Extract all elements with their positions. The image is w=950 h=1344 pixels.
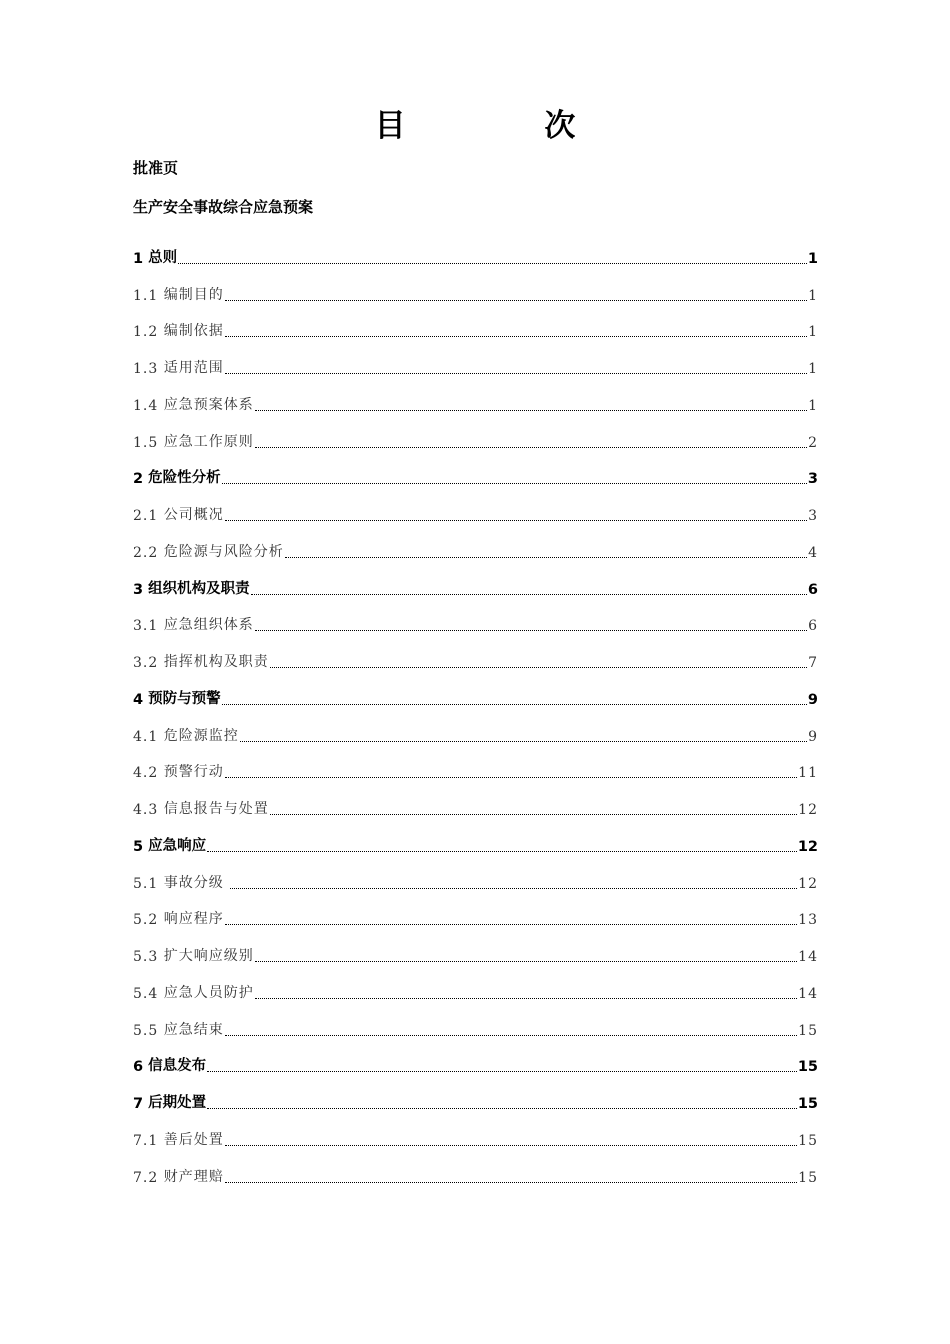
dot-leader: [270, 813, 797, 815]
toc-section-entry[interactable]: [133, 710, 818, 747]
dot-leader: [225, 1144, 797, 1146]
page-title: 目 次: [374, 108, 640, 144]
toc-entry-page-number: 1: [808, 324, 818, 341]
toc-entry-number: 2.1: [133, 508, 164, 524]
toc-entry-number: 3: [133, 581, 149, 598]
toc-entry-page-number: 12: [798, 875, 818, 892]
toc-entry-label: 应急结束: [163, 1021, 224, 1038]
dot-leader: [178, 262, 807, 264]
toc-entry-label: 预警行动: [163, 764, 224, 781]
toc-entry-page-number: 14: [798, 949, 818, 965]
toc-section-entry[interactable]: [133, 416, 818, 453]
toc-entry-label: 编制目的: [163, 286, 224, 303]
toc-entry-page-number: 15: [797, 1096, 818, 1112]
toc-entry-page-number: 3: [807, 471, 818, 488]
toc-entry-label: 后期处置: [148, 1095, 207, 1111]
dot-leader: [285, 556, 807, 558]
toc-section-entry[interactable]: [133, 1114, 818, 1151]
toc-entry-label: 公司概况: [163, 507, 224, 523]
toc-section-entry[interactable]: [133, 930, 818, 967]
toc-entry-number: 5.1: [133, 875, 164, 892]
dot-leader: [225, 519, 807, 521]
toc-entry-number: 5.2: [133, 912, 164, 929]
approval-page-heading: 批准页: [133, 159, 179, 177]
toc-entry-label: 应急预案体系: [163, 396, 254, 413]
dot-leader: [207, 850, 797, 852]
toc-entry-label: 应急工作原则: [163, 433, 254, 450]
toc-entry-label: 响应程序: [163, 911, 224, 928]
toc-entry-page-number: 6: [808, 618, 818, 635]
toc-entry-number: 7.1: [133, 1132, 164, 1149]
toc-entry-number: 1: [133, 250, 149, 267]
toc-entry-label: 应急组织体系: [163, 617, 254, 634]
toc-entry-page-number: 1: [808, 287, 818, 304]
toc-entry-number: 5.5: [133, 1022, 164, 1039]
toc-entry-page-number: 11: [798, 765, 818, 782]
toc-entry-number: 3.1: [133, 618, 164, 635]
toc-chapter-entry[interactable]: [133, 1077, 818, 1114]
toc-entry-label: 信息发布: [148, 1058, 207, 1075]
toc-entry-page-number: 12: [798, 802, 818, 818]
toc-entry-label: 危险性分析: [148, 470, 221, 487]
toc-section-entry[interactable]: [133, 600, 818, 637]
dot-leader: [222, 482, 807, 484]
dot-leader: [225, 776, 797, 778]
toc-entry-label: 指挥机构及职责: [163, 654, 269, 670]
toc-entry-number: 6: [133, 1059, 149, 1076]
toc-section-entry[interactable]: [133, 1151, 818, 1188]
toc-entry-page-number: 9: [808, 728, 818, 745]
toc-section-entry[interactable]: [133, 526, 818, 563]
toc-chapter-entry[interactable]: [133, 673, 818, 710]
toc-entry-label: 信息报告与处置: [163, 801, 269, 817]
toc-chapter-entry[interactable]: [133, 820, 818, 857]
toc-entry-label: 财产理赔: [163, 1168, 224, 1185]
toc-entry-page-number: 2: [808, 434, 818, 451]
toc-entry-label: 预防与预警: [148, 690, 221, 707]
dot-leader: [255, 960, 797, 962]
toc-entry-label: 应急人员防护: [163, 984, 254, 1001]
dot-leader: [225, 299, 807, 301]
toc-entry-number: 2.2: [133, 544, 164, 561]
dot-leader: [225, 1034, 797, 1036]
dot-leader: [207, 1107, 797, 1109]
toc-entry-page-number: 15: [798, 1022, 818, 1039]
toc-section-entry[interactable]: [133, 894, 818, 931]
dot-leader: [225, 335, 807, 337]
dot-leader: [255, 409, 807, 411]
toc-entry-number: 1.4: [133, 397, 164, 414]
toc-section-entry[interactable]: [133, 783, 818, 820]
toc-entry-number: 1.5: [133, 434, 164, 451]
dot-leader: [207, 1070, 797, 1072]
toc-entry-page-number: 13: [798, 912, 818, 929]
toc-entry-label: 危险源监控: [163, 727, 239, 744]
dot-leader: [270, 666, 807, 668]
toc-entry-page-number: 15: [798, 1132, 818, 1149]
toc-entry-page-number: 14: [798, 985, 818, 1002]
toc-entry-label: 危险源与风险分析: [163, 543, 284, 560]
toc-section-entry[interactable]: [133, 379, 818, 416]
dot-leader: [222, 703, 807, 705]
toc-entry-number: 4.1: [133, 728, 164, 745]
toc-entry-number: 5.3: [133, 949, 164, 965]
toc-entry-page-number: 4: [808, 544, 818, 561]
toc-entry-page-number: 15: [798, 1169, 818, 1186]
toc-entry-label: 编制依据: [163, 323, 224, 340]
toc-entry-number: 5.4: [133, 985, 164, 1002]
toc-entry-number: 7.2: [133, 1169, 164, 1186]
toc-entry-number: 4.3: [133, 802, 164, 818]
toc-entry-label: 组织机构及职责: [148, 580, 250, 597]
dot-leader: [230, 887, 797, 889]
toc-entry-number: 4: [133, 691, 149, 708]
toc-entry-number: 1.3: [133, 361, 164, 377]
toc-entry-page-number: 15: [797, 1059, 818, 1076]
toc-entry-page-number: 3: [808, 508, 818, 524]
toc-section-entry[interactable]: [133, 636, 818, 673]
toc-section-entry[interactable]: [133, 1004, 818, 1041]
dot-leader: [255, 446, 807, 448]
toc-section-entry[interactable]: [133, 747, 818, 784]
toc-entry-page-number: 7: [808, 655, 818, 671]
dot-leader: [225, 372, 807, 374]
toc-section-entry[interactable]: [133, 306, 818, 343]
toc-chapter-entry[interactable]: [133, 1041, 818, 1078]
toc-section-entry[interactable]: [133, 857, 818, 894]
toc-entry-number: 2: [133, 471, 149, 488]
dot-leader: [251, 593, 807, 595]
toc-entry-number: 3.2: [133, 655, 164, 671]
toc-entry-label: 善后处置: [163, 1131, 224, 1148]
plan-title-heading: 生产安全事故综合应急预案: [133, 198, 314, 216]
toc-chapter-entry[interactable]: [133, 563, 818, 600]
toc-section-entry[interactable]: [133, 489, 818, 526]
toc-section-entry[interactable]: [133, 269, 818, 306]
toc-entry-page-number: 9: [807, 691, 818, 708]
table-of-contents: [133, 232, 818, 1188]
toc-entry-page-number: 1: [808, 361, 818, 377]
toc-entry-label: 扩大响应级别: [163, 948, 254, 964]
toc-section-entry[interactable]: [133, 967, 818, 1004]
toc-entry-number: 5: [133, 838, 149, 855]
toc-section-entry[interactable]: [133, 342, 818, 379]
toc-chapter-entry[interactable]: [133, 453, 818, 490]
toc-entry-number: 1.2: [133, 324, 164, 341]
dot-leader: [225, 923, 797, 925]
toc-entry-label: 总则: [148, 249, 178, 266]
toc-entry-page-number: 1: [808, 397, 818, 414]
toc-entry-number: 1.1: [133, 287, 164, 304]
toc-entry-label: 应急响应: [148, 837, 207, 854]
dot-leader: [255, 997, 797, 999]
toc-entry-page-number: 6: [807, 581, 818, 598]
toc-entry-label: 适用范围: [163, 360, 224, 376]
toc-entry-page-number: 12: [797, 838, 818, 855]
dot-leader: [240, 740, 807, 742]
toc-entry-page-number: 1: [807, 250, 818, 267]
dot-leader: [225, 1181, 797, 1183]
toc-entry-number: 7: [133, 1096, 149, 1112]
toc-entry-number: 4.2: [133, 765, 164, 782]
dot-leader: [255, 629, 807, 631]
toc-chapter-entry[interactable]: [133, 232, 818, 269]
toc-entry-label: 事故分级: [163, 874, 230, 891]
